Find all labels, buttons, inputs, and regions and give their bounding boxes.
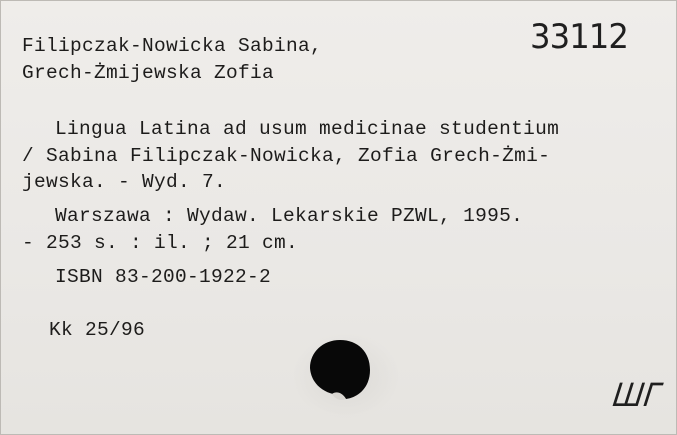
physical-description-line: - 253 s. : il. ; 21 cm.: [22, 232, 299, 254]
author-line-2: Grech-Żmijewska Zofia: [22, 62, 275, 84]
title-line-2: / Sabina Filipczak-Nowicka, Zofia Grech-Żmi-: [22, 145, 551, 167]
punch-hole: [306, 336, 374, 404]
author-line-1: Filipczak-Nowicka Sabina,: [22, 35, 323, 57]
title-line-3: jewska. - Wyd. 7.: [22, 171, 227, 193]
call-number: Kk 25/96: [49, 319, 146, 341]
isbn-line: ISBN 83-200-1922-2: [55, 266, 272, 288]
handwritten-mark: ШГ: [610, 376, 663, 414]
title-line-1: Lingua Latina ad usum medicinae studentium: [55, 118, 560, 140]
handwritten-accession-number: 33112: [530, 17, 629, 57]
publication-line: Warszawa : Wydaw. Lekarskie PZWL, 1995.: [55, 205, 524, 227]
